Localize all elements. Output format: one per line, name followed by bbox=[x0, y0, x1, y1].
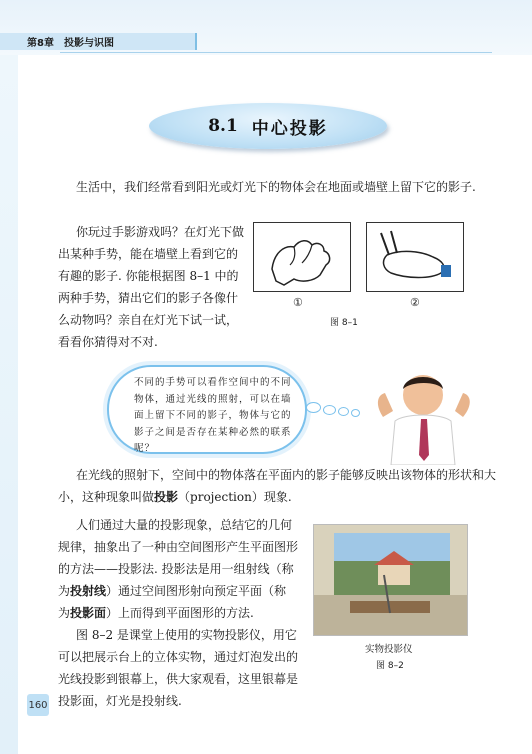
paragraph-projection-method: 人们通过大量的投影现象，总结它的几何规律，抽象出了一种由空间图形产生平面图形的方法——投影法. 投影法是用一组射线（称为投射线）通过空间图形射向预定平面（称为投影面）上而得到平面图形的方法. bbox=[58, 518, 299, 620]
header-rule bbox=[60, 52, 492, 53]
figure-1-label-1: ① bbox=[293, 296, 303, 309]
figure-1-caption: 图 8–1 bbox=[330, 318, 358, 328]
boy-illustration bbox=[365, 365, 483, 465]
thought-dot-4 bbox=[351, 409, 360, 417]
hand-gesture-1-illustration bbox=[254, 223, 350, 291]
section-title-text: 中心投影 bbox=[251, 118, 328, 139]
section-title bbox=[149, 103, 387, 149]
paragraph-projector-example: 图 8–2 是课堂上使用的实物投影仪，用它可以把展示台上的立体实物，通过灯泡发出的光线投影到银幕上，供大家观看，这里银幕是投影面，灯光是投射线. bbox=[58, 628, 299, 708]
page-number: 160 bbox=[28, 699, 48, 711]
thought-dot-1 bbox=[306, 402, 321, 413]
figure-2-caption: 图 8–2 bbox=[376, 661, 404, 671]
figure-1-label-2: ② bbox=[410, 296, 420, 309]
term-projection-plane: 投影面 bbox=[70, 606, 107, 620]
projector-photo bbox=[313, 524, 468, 636]
thought-dot-3 bbox=[338, 407, 349, 416]
hand-gesture-2-illustration bbox=[367, 223, 463, 291]
hand-gesture-image-1 bbox=[253, 222, 351, 292]
hand-gesture-image-2 bbox=[366, 222, 464, 292]
thought-bubble-text: 不同的手势可以看作空间中的不同物体，通过光线的照射，可以在墙面上留下不同的影子，物体与它的影子之间是否存在某种必然的联系呢？ bbox=[134, 377, 292, 454]
term-projection-line: 投射线 bbox=[70, 584, 107, 598]
section-number: 8.1 bbox=[208, 116, 238, 136]
paragraph-projection-definition: 在光线的照射下，空间中的物体落在平面内的影子能够反映出该物体的形状和大小，这种现象叫做投影（projection）现象. bbox=[58, 468, 497, 504]
chapter-label: 第8章 投影与识图 bbox=[27, 38, 114, 49]
paragraph-intro: 生活中，我们经常看到阳光或灯光下的物体会在地面或墙壁上留下它的影子. bbox=[76, 180, 476, 194]
term-projection: 投影 bbox=[154, 490, 179, 504]
projector-photo-illustration bbox=[314, 525, 467, 635]
left-margin-strip bbox=[0, 55, 18, 754]
paragraph-hand-shadow: 你玩过手影游戏吗？在灯光下做出某种手势，能在墙壁上看到它的有趣的影子. 你能根据图 8–1 中的两种手势，猜出它们的影子各像什么动物吗？亲自在灯光下试一试，看看你猜得对不对. bbox=[58, 225, 245, 349]
figure-2-title: 实物投影仪 bbox=[365, 644, 413, 655]
thought-dot-2 bbox=[323, 405, 336, 415]
page-number-box bbox=[27, 694, 49, 716]
